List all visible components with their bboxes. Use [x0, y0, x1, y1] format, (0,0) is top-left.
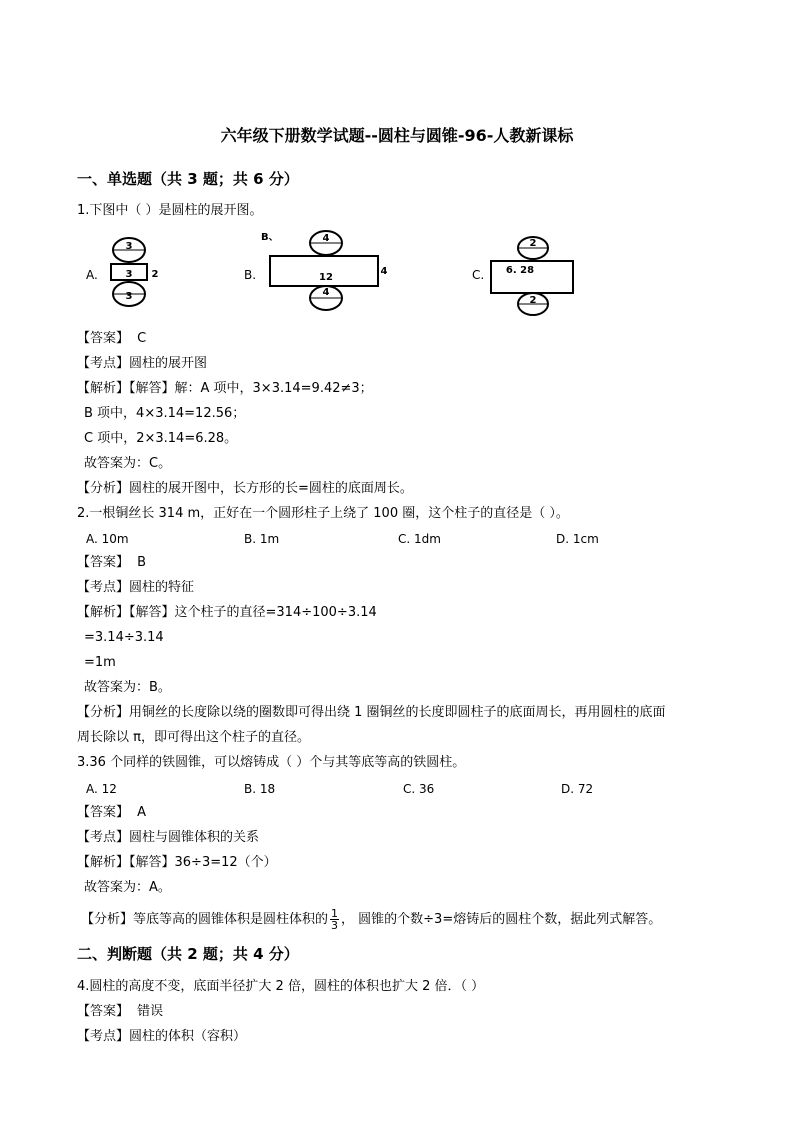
answer-tag: 【答案】: [77, 805, 130, 820]
q2-answer-value: B: [137, 555, 147, 570]
q1-stem: 1.下图中（ ）是圆柱的展开图。: [77, 203, 263, 218]
q1-b-bottom-circle-label: 4: [322, 287, 330, 298]
q1-option-a-label: A.: [86, 268, 98, 282]
q3-analysis-first: 【解答】36÷3=12（个）: [129, 855, 277, 870]
q3-analysis: [77, 853, 277, 873]
q1-analysis-first: 【解答】解：A 项中，3×3.14=9.42≠3；: [129, 381, 373, 396]
q3-fenxi-before: 等底等高的圆锥体积是圆柱体积的: [133, 912, 329, 927]
q1-a-bottom-circle-label: 3: [125, 291, 133, 302]
q1-option-b-figure: [258, 228, 394, 316]
section-heading-single-choice: 一、单选题（共 3 题；共 6 分）: [77, 170, 299, 188]
answer-tag: 【答案】: [77, 1004, 130, 1019]
q2-option-b: B. 1m: [244, 532, 280, 546]
analysis-tag: 【解析】: [77, 381, 130, 396]
q4-answer-value: 错误: [137, 1004, 164, 1019]
one-third-fraction: [330, 908, 339, 931]
analysis-tag: 【解析】: [77, 605, 130, 620]
fraction-numerator: 1: [331, 907, 339, 920]
q1-option-c-figure: [486, 234, 578, 320]
analysis-tag: 【解析】: [77, 855, 130, 870]
q2-option-d: D. 1cm: [556, 532, 599, 546]
point-tag: 【考点】: [77, 830, 130, 845]
section-heading-true-false: 二、判断题（共 2 题；共 4 分）: [77, 945, 299, 963]
q1-analysis-line-3: 故答案为：C。: [84, 456, 172, 471]
q1-b-top-circle-label: 4: [322, 233, 330, 244]
q2-point: [77, 578, 194, 598]
q1-b-corner-label: B、: [261, 232, 279, 243]
q3-point: [77, 828, 259, 848]
q1-a-side-label: 2: [151, 269, 159, 280]
q1-fenxi-text: 圆柱的展开图中，长方形的长=圆柱的底面周长。: [129, 481, 413, 496]
q2-stem: 2.一根铜丝长 314 m，正好在一个圆形柱子上绕了 100 圈，这个柱子的直径是（ ）。: [77, 506, 569, 521]
q1-analysis-line-2: C 项中，2×3.14=6.28。: [84, 431, 238, 446]
answer-tag: 【答案】: [77, 331, 130, 346]
q1-a-rect-label: 3: [125, 269, 133, 280]
q4-point: [77, 1027, 246, 1047]
q3-stem: 3.36 个同样的铁圆锥，可以熔铸成（ ）个与其等底等高的铁圆柱。: [77, 755, 466, 770]
q1-c-top-circle-label: 2: [529, 238, 537, 249]
q2-option-c: C. 1dm: [398, 532, 441, 546]
page-title: 六年级下册数学试题--圆柱与圆锥-96-人教新课标: [220, 126, 574, 145]
q4-point-value: 圆柱的体积（容积）: [129, 1029, 247, 1044]
q2-answer: [77, 553, 146, 573]
q3-analysis-line-1: 故答案为：A。: [84, 880, 171, 895]
q1-a-top-circle-label: 3: [125, 241, 133, 252]
fenxi-tag: 【分析】: [81, 912, 134, 927]
q3-option-b: B. 18: [244, 782, 276, 796]
q2-point-value: 圆柱的特征: [129, 580, 195, 595]
q1-b-rect-label: 12: [319, 272, 333, 283]
q2-analysis-line-3: 故答案为：B。: [84, 680, 171, 695]
point-tag: 【考点】: [77, 1029, 130, 1044]
q3-fenxi-after: ， 圆锥的个数÷3=熔铸后的圆柱个数，据此列式解答。: [341, 912, 662, 927]
q3-answer: [77, 803, 146, 823]
q4-stem: 4.圆柱的高度不变，底面半径扩大 2 倍，圆柱的体积也扩大 2 倍．（ ）: [77, 979, 485, 994]
q2-fenxi-line1: 用铜丝的长度除以绕的圈数即可得出绕 1 圈铜丝的长度即圆柱子的底面周长，再用圆柱的底面: [129, 705, 666, 720]
q2-analysis-first: 【解答】这个柱子的直径=314÷100÷3.14: [129, 605, 377, 620]
q2-analysis: [77, 603, 377, 623]
q3-option-d: D. 72: [561, 782, 594, 796]
q3-option-a: A. 12: [86, 782, 117, 796]
q3-answer-value: A: [137, 805, 147, 820]
q1-point-value: 圆柱的展开图: [129, 356, 208, 371]
point-tag: 【考点】: [77, 580, 130, 595]
q3-fenxi: [81, 907, 661, 933]
q1-c-bottom-circle-label: 2: [529, 295, 537, 306]
point-tag: 【考点】: [77, 356, 130, 371]
q1-c-rect-label: 6. 28: [505, 265, 535, 276]
q1-option-b-label: B.: [244, 268, 257, 282]
q3-point-value: 圆柱与圆锥体积的关系: [129, 830, 260, 845]
q1-point: [77, 354, 207, 374]
q1-answer: [77, 329, 146, 349]
q4-answer: [77, 1002, 163, 1022]
fenxi-tag: 【分析】: [77, 481, 130, 496]
fraction-denominator: 3: [331, 919, 339, 932]
q2-option-a: A. 10m: [86, 532, 129, 546]
fenxi-tag: 【分析】: [77, 705, 130, 720]
q1-analysis-line-1: B 项中，4×3.14=12.56；: [84, 406, 246, 421]
q1-option-a-figure: [104, 236, 164, 314]
q3-option-c: C. 36: [403, 782, 435, 796]
q2-fenxi: [77, 703, 666, 723]
q1-answer-value: C: [137, 331, 147, 346]
q1-analysis: [77, 379, 373, 399]
q1-b-side-label: 4: [380, 266, 388, 277]
q1-option-c-label: C.: [472, 268, 485, 282]
answer-tag: 【答案】: [77, 555, 130, 570]
q1-fenxi: [77, 479, 413, 499]
q2-analysis-line-1: =3.14÷3.14: [84, 630, 164, 645]
q2-fenxi-line2: 周长除以 π，即可得出这个柱子的直径。: [77, 730, 310, 745]
q2-analysis-line-2: =1m: [84, 655, 116, 670]
